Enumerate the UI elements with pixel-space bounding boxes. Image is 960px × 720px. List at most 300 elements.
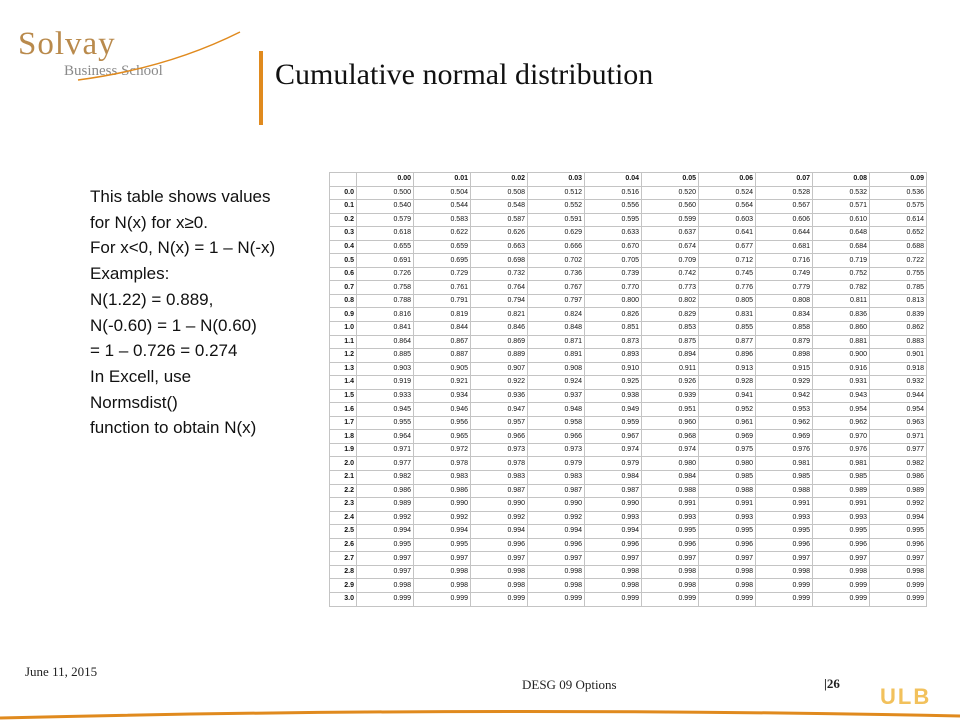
table-row [330,403,927,417]
row-header: 1.6 [330,403,357,417]
row-header: 2.3 [330,498,357,512]
table-cell: 0.732 [471,267,528,281]
table-cell: 0.987 [585,484,642,498]
table-cell: 0.755 [870,267,927,281]
table-cell: 0.997 [585,552,642,566]
row-header: 1.0 [330,322,357,336]
table-cell: 0.944 [870,389,927,403]
table-row [330,308,927,322]
table-cell: 0.614 [870,213,927,227]
table-row [330,213,927,227]
table-cell: 0.987 [528,484,585,498]
table-cell: 0.610 [813,213,870,227]
table-cell: 0.504 [414,186,471,200]
table-cell: 0.770 [585,281,642,295]
table-cell: 0.603 [699,213,756,227]
table-cell: 0.500 [357,186,414,200]
row-header: 0.1 [330,200,357,214]
table-cell: 0.915 [756,362,813,376]
table-cell: 0.532 [813,186,870,200]
table-cell: 0.891 [528,349,585,363]
table-cell: 0.875 [642,335,699,349]
table-cell: 0.908 [528,362,585,376]
table-cell: 0.864 [357,335,414,349]
table-cell: 0.767 [528,281,585,295]
table-cell: 0.764 [471,281,528,295]
table-cell: 0.995 [699,525,756,539]
column-header: 0.01 [414,173,471,187]
table-row [330,525,927,539]
table-cell: 0.802 [642,294,699,308]
table-cell: 0.839 [870,308,927,322]
table-cell: 0.998 [813,565,870,579]
table-cell: 0.540 [357,200,414,214]
table-row [330,498,927,512]
table-cell: 0.983 [528,471,585,485]
table-cell: 0.752 [813,267,870,281]
table-cell: 0.982 [357,471,414,485]
table-cell: 0.952 [699,403,756,417]
table-row [330,362,927,376]
table-cell: 0.994 [870,511,927,525]
table-cell: 0.903 [357,362,414,376]
table-cell: 0.622 [414,227,471,241]
table-cell: 0.556 [585,200,642,214]
table-cell: 0.943 [813,389,870,403]
table-cell: 0.618 [357,227,414,241]
table-cell: 0.797 [528,294,585,308]
table-cell: 0.918 [870,362,927,376]
table-cell: 0.560 [642,200,699,214]
table-cell: 0.749 [756,267,813,281]
table-cell: 0.992 [414,511,471,525]
table-cell: 0.910 [585,362,642,376]
row-header: 1.1 [330,335,357,349]
table-cell: 0.681 [756,240,813,254]
table-row [330,579,927,593]
logo-subtitle: Business School [64,63,163,79]
row-header: 0.0 [330,186,357,200]
table-cell: 0.813 [870,294,927,308]
table-cell: 0.922 [471,376,528,390]
table-cell: 0.846 [471,322,528,336]
table-cell: 0.907 [471,362,528,376]
table-cell: 0.979 [585,457,642,471]
table-cell: 0.567 [756,200,813,214]
table-cell: 0.648 [813,227,870,241]
table-cell: 0.999 [756,592,813,606]
table-cell: 0.996 [642,538,699,552]
table-cell: 0.853 [642,322,699,336]
table-cell: 0.898 [756,349,813,363]
row-header: 1.2 [330,349,357,363]
table-cell: 0.999 [813,592,870,606]
table-cell: 0.591 [528,213,585,227]
table-cell: 0.776 [699,281,756,295]
column-header: 0.03 [528,173,585,187]
table-cell: 0.999 [414,592,471,606]
explanation-text [90,184,330,441]
normal-table-container [329,172,927,607]
table-cell: 0.996 [471,538,528,552]
table-cell: 0.719 [813,254,870,268]
table-cell: 0.695 [414,254,471,268]
table-cell: 0.644 [756,227,813,241]
explanation-line: function to obtain N(x) [90,418,257,438]
table-cell: 0.994 [585,525,642,539]
table-cell: 0.971 [870,430,927,444]
table-cell: 0.516 [585,186,642,200]
row-header: 2.5 [330,525,357,539]
explanation-line: for N(x) for x≥0. [90,212,208,232]
table-cell: 0.997 [642,552,699,566]
table-cell: 0.974 [585,443,642,457]
table-cell: 0.709 [642,254,699,268]
table-cell: 0.998 [414,579,471,593]
table-row [330,335,927,349]
table-cell: 0.995 [870,525,927,539]
table-cell: 0.998 [642,579,699,593]
table-cell: 0.782 [813,281,870,295]
table-cell: 0.997 [414,552,471,566]
table-cell: 0.712 [699,254,756,268]
table-cell: 0.702 [528,254,585,268]
table-cell: 0.995 [642,525,699,539]
table-cell: 0.981 [756,457,813,471]
table-row [330,484,927,498]
table-cell: 0.548 [471,200,528,214]
table-cell: 0.896 [699,349,756,363]
table-cell: 0.958 [528,416,585,430]
table-cell: 0.808 [756,294,813,308]
table-cell: 0.913 [699,362,756,376]
column-header: 0.02 [471,173,528,187]
table-cell: 0.691 [357,254,414,268]
table-cell: 0.956 [414,416,471,430]
table-cell: 0.989 [357,498,414,512]
table-cell: 0.999 [471,592,528,606]
table-cell: 0.973 [528,443,585,457]
column-header: 0.07 [756,173,813,187]
table-cell: 0.984 [642,471,699,485]
table-cell: 0.984 [585,471,642,485]
corner-cell [330,173,357,187]
table-cell: 0.997 [813,552,870,566]
table-cell: 0.976 [756,443,813,457]
table-row [330,565,927,579]
table-cell: 0.987 [471,484,528,498]
row-header: 1.3 [330,362,357,376]
table-cell: 0.982 [870,457,927,471]
column-header: 0.05 [642,173,699,187]
table-cell: 0.773 [642,281,699,295]
explanation-line: Examples: [90,264,170,284]
table-cell: 0.998 [699,565,756,579]
table-cell: 0.867 [414,335,471,349]
row-header: 1.4 [330,376,357,390]
table-cell: 0.991 [813,498,870,512]
table-cell: 0.869 [471,335,528,349]
table-cell: 0.988 [642,484,699,498]
table-cell: 0.998 [699,579,756,593]
table-cell: 0.633 [585,227,642,241]
table-cell: 0.983 [471,471,528,485]
table-cell: 0.824 [528,308,585,322]
table-header-row [330,173,927,187]
table-cell: 0.976 [813,443,870,457]
table-cell: 0.990 [414,498,471,512]
table-cell: 0.962 [813,416,870,430]
logo-swoosh-icon [18,28,258,108]
row-header: 0.9 [330,308,357,322]
table-cell: 0.929 [756,376,813,390]
table-cell: 0.994 [471,525,528,539]
table-cell: 0.954 [813,403,870,417]
table-cell: 0.988 [699,484,756,498]
table-row [330,389,927,403]
row-header: 0.7 [330,281,357,295]
row-header: 2.1 [330,471,357,485]
table-cell: 0.933 [357,389,414,403]
table-cell: 0.889 [471,349,528,363]
table-cell: 0.998 [585,579,642,593]
table-cell: 0.998 [528,565,585,579]
table-cell: 0.994 [414,525,471,539]
column-header: 0.09 [870,173,927,187]
table-cell: 0.993 [813,511,870,525]
title-accent-bar [259,51,263,125]
row-header: 0.4 [330,240,357,254]
table-cell: 0.900 [813,349,870,363]
table-cell: 0.663 [471,240,528,254]
table-cell: 0.926 [642,376,699,390]
table-cell: 0.552 [528,200,585,214]
row-header: 2.6 [330,538,357,552]
table-cell: 0.969 [756,430,813,444]
table-cell: 0.811 [813,294,870,308]
table-cell: 0.722 [870,254,927,268]
table-cell: 0.988 [756,484,813,498]
table-cell: 0.670 [585,240,642,254]
table-row [330,254,927,268]
table-cell: 0.951 [642,403,699,417]
table-cell: 0.980 [642,457,699,471]
table-cell: 0.970 [813,430,870,444]
table-cell: 0.858 [756,322,813,336]
table-cell: 0.963 [870,416,927,430]
table-cell: 0.975 [699,443,756,457]
normal-distribution-table [329,172,927,607]
table-cell: 0.877 [699,335,756,349]
table-cell: 0.536 [870,186,927,200]
table-cell: 0.964 [357,430,414,444]
table-cell: 0.925 [585,376,642,390]
table-cell: 0.939 [642,389,699,403]
table-cell: 0.579 [357,213,414,227]
table-cell: 0.995 [357,538,414,552]
table-cell: 0.819 [414,308,471,322]
table-cell: 0.985 [756,471,813,485]
table-cell: 0.844 [414,322,471,336]
table-cell: 0.851 [585,322,642,336]
table-cell: 0.528 [756,186,813,200]
table-cell: 0.742 [642,267,699,281]
table-cell: 0.998 [357,579,414,593]
table-cell: 0.996 [870,538,927,552]
column-header: 0.04 [585,173,642,187]
table-cell: 0.993 [642,511,699,525]
table-cell: 0.583 [414,213,471,227]
table-cell: 0.991 [756,498,813,512]
table-cell: 0.905 [414,362,471,376]
table-cell: 0.998 [471,565,528,579]
table-cell: 0.949 [585,403,642,417]
table-cell: 0.961 [699,416,756,430]
table-cell: 0.788 [357,294,414,308]
row-header: 0.2 [330,213,357,227]
table-cell: 0.736 [528,267,585,281]
table-cell: 0.994 [528,525,585,539]
table-cell: 0.998 [585,565,642,579]
table-cell: 0.955 [357,416,414,430]
table-row [330,416,927,430]
table-cell: 0.879 [756,335,813,349]
table-cell: 0.726 [357,267,414,281]
table-cell: 0.991 [699,498,756,512]
table-cell: 0.966 [471,430,528,444]
table-row [330,240,927,254]
table-cell: 0.848 [528,322,585,336]
table-cell: 0.887 [414,349,471,363]
table-cell: 0.936 [471,389,528,403]
row-header: 0.3 [330,227,357,241]
table-cell: 0.688 [870,240,927,254]
row-header: 0.5 [330,254,357,268]
table-cell: 0.739 [585,267,642,281]
table-cell: 0.512 [528,186,585,200]
table-cell: 0.990 [528,498,585,512]
table-cell: 0.992 [870,498,927,512]
table-cell: 0.921 [414,376,471,390]
table-cell: 0.674 [642,240,699,254]
table-cell: 0.826 [585,308,642,322]
table-cell: 0.998 [471,579,528,593]
table-cell: 0.946 [414,403,471,417]
table-cell: 0.998 [756,565,813,579]
table-row [330,538,927,552]
table-cell: 0.855 [699,322,756,336]
table-cell: 0.641 [699,227,756,241]
table-cell: 0.953 [756,403,813,417]
table-cell: 0.999 [813,579,870,593]
table-row [330,294,927,308]
table-cell: 0.677 [699,240,756,254]
table-cell: 0.544 [414,200,471,214]
table-cell: 0.942 [756,389,813,403]
table-row [330,267,927,281]
table-cell: 0.885 [357,349,414,363]
table-cell: 0.520 [642,186,699,200]
row-header: 1.7 [330,416,357,430]
table-cell: 0.998 [642,565,699,579]
table-cell: 0.924 [528,376,585,390]
table-cell: 0.986 [414,484,471,498]
table-row [330,227,927,241]
row-header: 3.0 [330,592,357,606]
table-cell: 0.972 [414,443,471,457]
row-header: 1.5 [330,389,357,403]
table-cell: 0.957 [471,416,528,430]
table-row [330,471,927,485]
table-cell: 0.599 [642,213,699,227]
table-cell: 0.999 [642,592,699,606]
table-cell: 0.779 [756,281,813,295]
table-cell: 0.860 [813,322,870,336]
table-cell: 0.960 [642,416,699,430]
table-cell: 0.794 [471,294,528,308]
row-header: 2.4 [330,511,357,525]
table-cell: 0.873 [585,335,642,349]
row-header: 2.0 [330,457,357,471]
table-cell: 0.684 [813,240,870,254]
table-cell: 0.831 [699,308,756,322]
table-cell: 0.997 [699,552,756,566]
table-cell: 0.995 [756,525,813,539]
footer-swoosh-icon [0,706,960,720]
table-cell: 0.745 [699,267,756,281]
table-row [330,430,927,444]
table-cell: 0.993 [756,511,813,525]
explanation-line: = 1 – 0.726 = 0.274 [90,341,238,361]
table-cell: 0.821 [471,308,528,322]
table-cell: 0.980 [699,457,756,471]
table-row [330,200,927,214]
explanation-line: N(1.22) = 0.889, [90,289,214,309]
table-cell: 0.998 [528,579,585,593]
table-row [330,376,927,390]
table-cell: 0.997 [357,552,414,566]
table-cell: 0.911 [642,362,699,376]
table-cell: 0.978 [471,457,528,471]
table-cell: 0.948 [528,403,585,417]
table-cell: 0.931 [813,376,870,390]
table-row [330,511,927,525]
table-cell: 0.791 [414,294,471,308]
table-cell: 0.666 [528,240,585,254]
table-cell: 0.841 [357,322,414,336]
table-cell: 0.959 [585,416,642,430]
table-row [330,552,927,566]
table-row [330,443,927,457]
table-cell: 0.652 [870,227,927,241]
table-cell: 0.999 [870,592,927,606]
table-cell: 0.894 [642,349,699,363]
table-cell: 0.881 [813,335,870,349]
table-cell: 0.947 [471,403,528,417]
table-cell: 0.705 [585,254,642,268]
table-cell: 0.996 [699,538,756,552]
table-cell: 0.973 [471,443,528,457]
table-cell: 0.800 [585,294,642,308]
row-header: 2.9 [330,579,357,593]
table-cell: 0.996 [756,538,813,552]
table-cell: 0.981 [813,457,870,471]
table-cell: 0.655 [357,240,414,254]
explanation-line: For x<0, N(x) = 1 – N(-x) [90,238,276,258]
column-header: 0.08 [813,173,870,187]
table-cell: 0.986 [357,484,414,498]
row-header: 2.2 [330,484,357,498]
